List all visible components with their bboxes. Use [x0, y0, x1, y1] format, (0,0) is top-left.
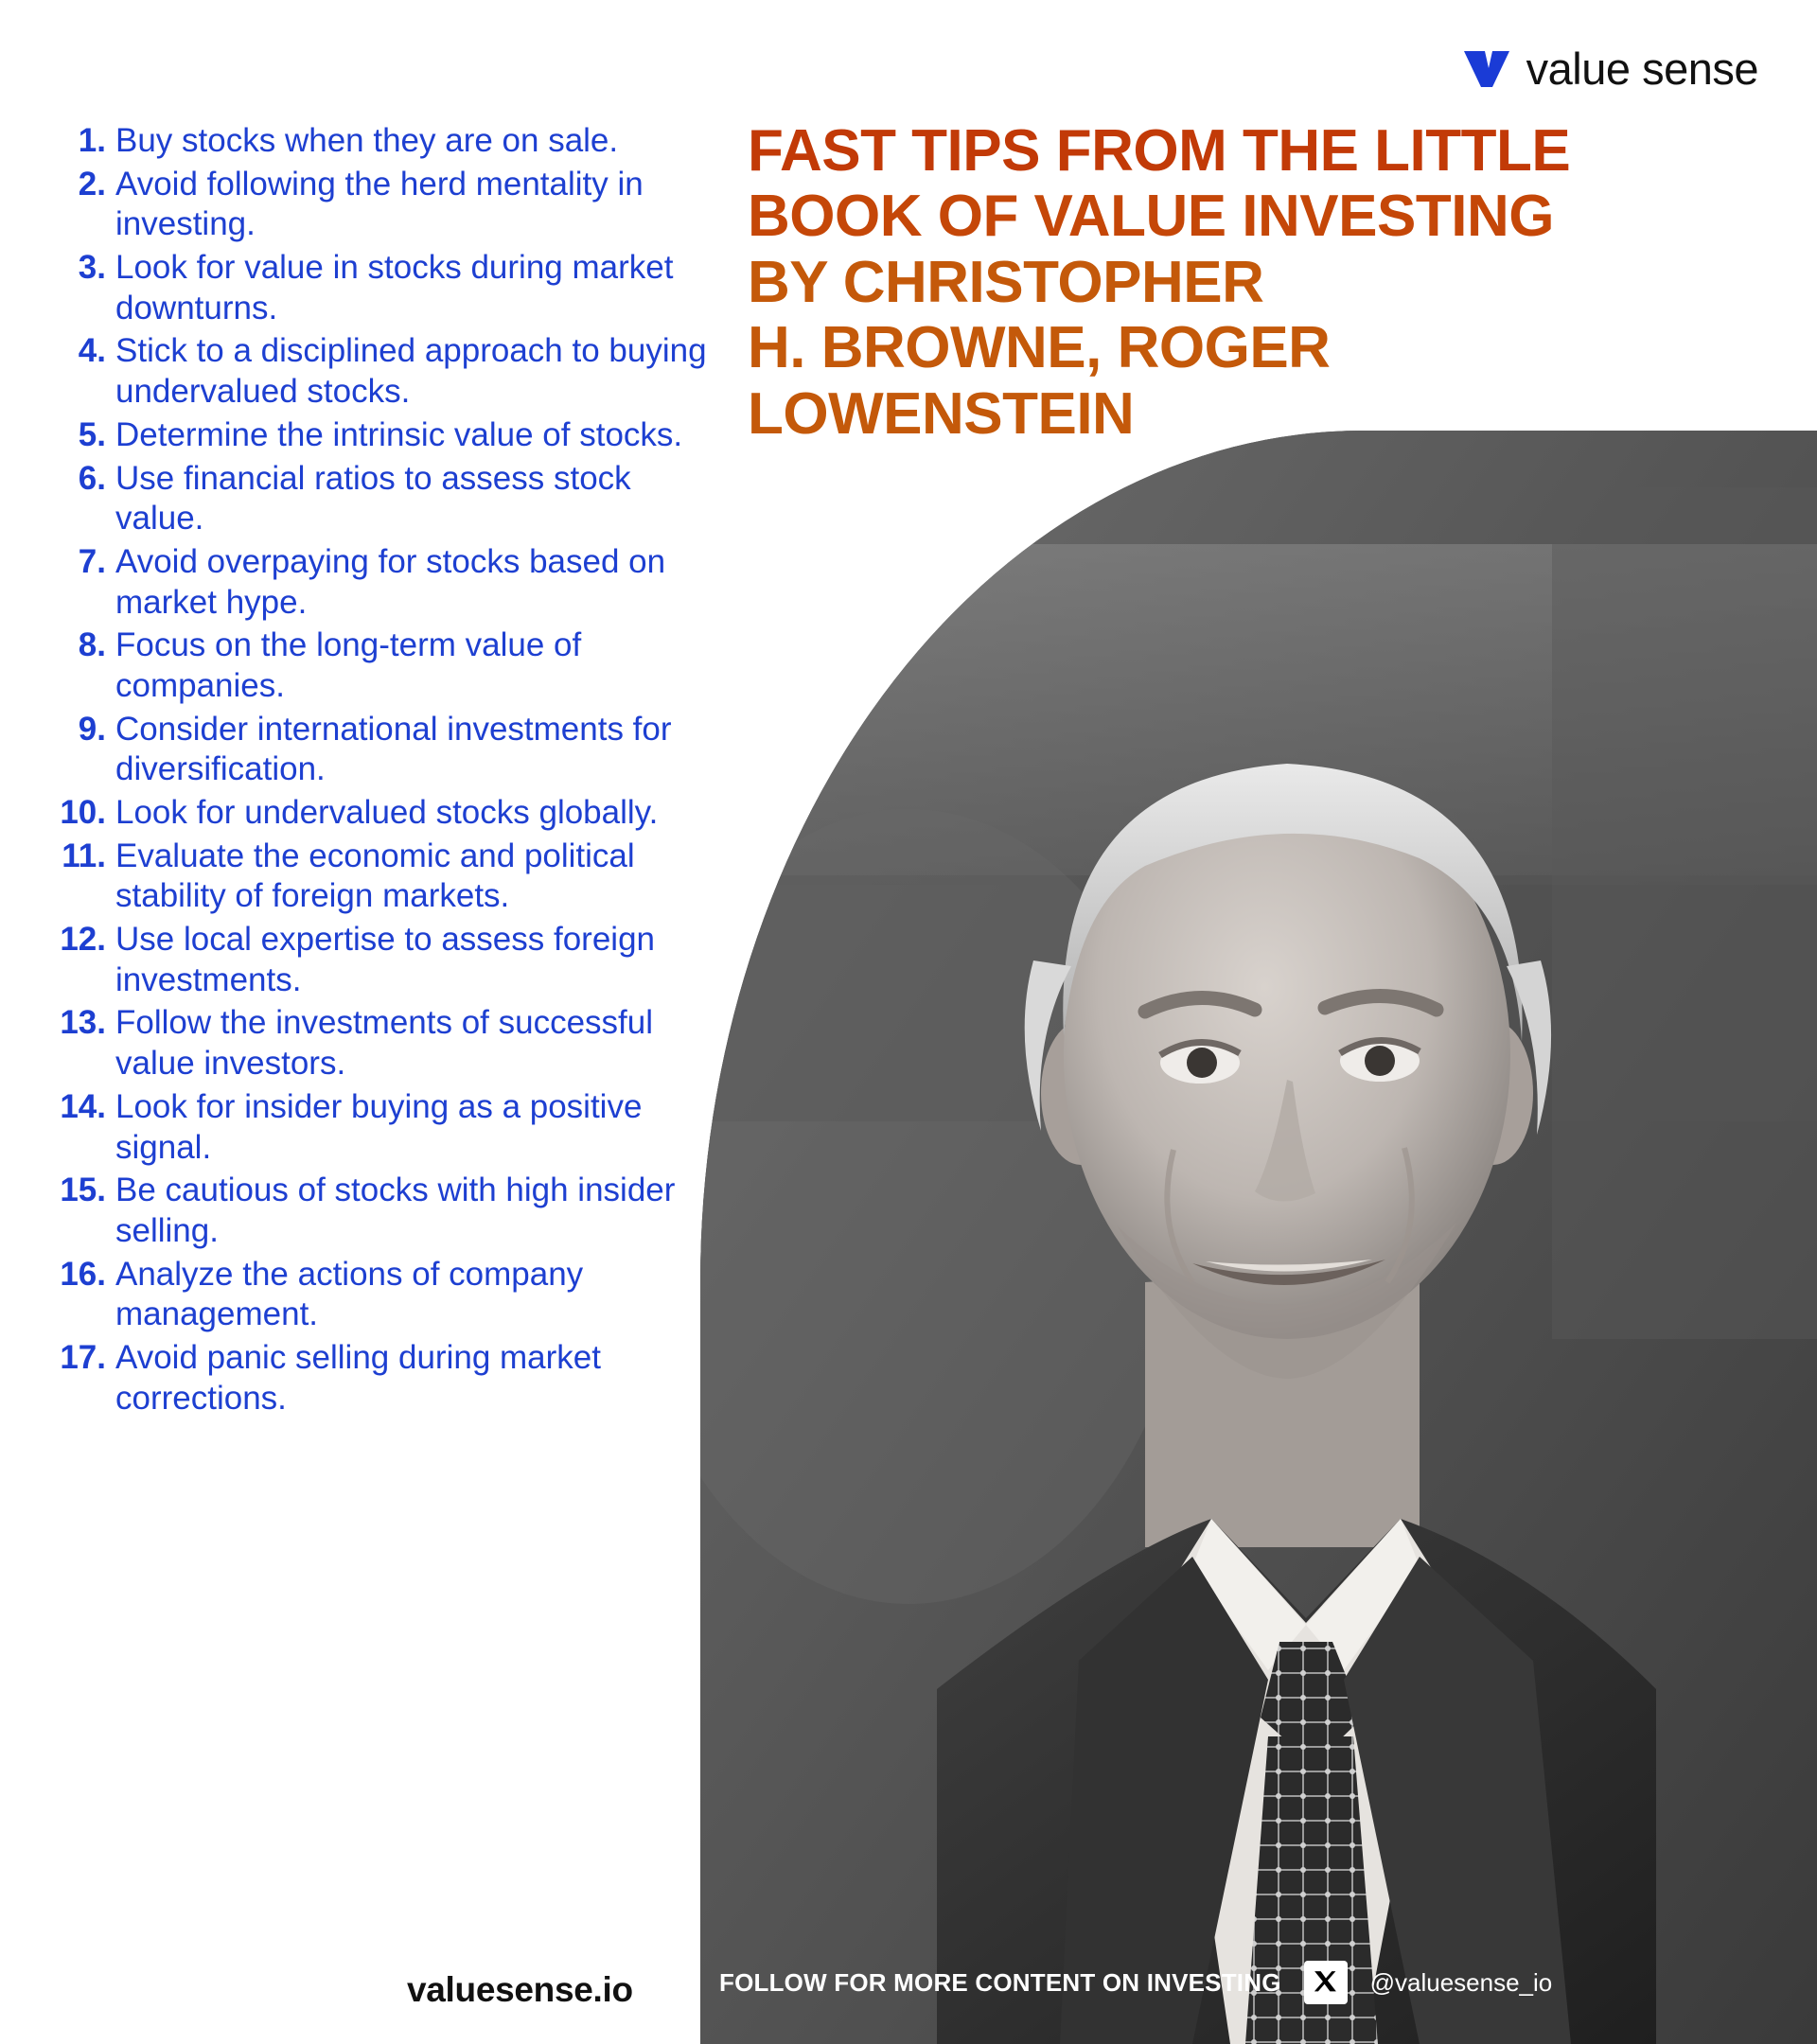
- title-line-4: H. BROWNE, ROGER: [748, 315, 1331, 381]
- site-url[interactable]: valuesense.io: [407, 1970, 633, 2009]
- tip-number: 12.: [60, 921, 106, 959]
- tip-text: Consider international investments for diversification.: [115, 710, 672, 788]
- title-line-2: BOOK OF VALUE INVESTING: [748, 184, 1554, 250]
- list-item: [42, 1171, 714, 1251]
- tip-number: 6.: [78, 459, 106, 497]
- tip-number: 8.: [78, 626, 106, 664]
- list-item: [42, 165, 714, 245]
- tip-text: Look for value in stocks during market downturns.: [115, 249, 674, 326]
- tip-number: 7.: [78, 542, 106, 580]
- tip-text: Stick to a disciplined approach to buying undervalued stocks.: [115, 332, 707, 411]
- tip-number: 1.: [78, 122, 106, 159]
- tip-text: Avoid overpaying for stocks based on market hype.: [115, 542, 666, 621]
- tip-text: Use local expertise to assess foreign investments.: [115, 921, 655, 998]
- list-item: [42, 459, 714, 539]
- x-twitter-icon[interactable]: [1304, 1961, 1348, 2004]
- tip-text: Focus on the long-term value of companies.: [115, 626, 582, 704]
- list-item: [42, 415, 714, 456]
- tip-text: Look for insider buying as a positive signal.: [115, 1087, 643, 1166]
- tip-number: 16.: [60, 1255, 106, 1293]
- list-item: [42, 542, 714, 623]
- tip-number: 14.: [60, 1087, 106, 1125]
- follow-text: FOLLOW FOR MORE CONTENT ON INVESTING: [719, 1967, 1281, 1997]
- tip-number: 13.: [60, 1004, 106, 1042]
- title-line-1: FAST TIPS FROM THE LITTLE: [748, 118, 1571, 184]
- tip-text: Be cautious of stocks with high insider selling.: [115, 1172, 676, 1249]
- tip-number: 17.: [60, 1338, 106, 1376]
- social-handle[interactable]: @valuesense_io: [1369, 1967, 1553, 1997]
- list-item: [42, 920, 714, 1000]
- title-line-3: BY CHRISTOPHER: [748, 249, 1264, 315]
- list-item: [42, 837, 714, 917]
- tip-text: Determine the intrinsic value of stocks.: [115, 415, 683, 453]
- tip-number: 4.: [78, 332, 106, 370]
- tip-number: 3.: [78, 249, 106, 287]
- title-line-5: LOWENSTEIN: [748, 380, 1135, 447]
- tip-text: Analyze the actions of company management.: [115, 1255, 584, 1333]
- tip-text: Avoid panic selling during market corrections.: [115, 1338, 601, 1417]
- list-item: [42, 1255, 714, 1335]
- tip-text: Evaluate the economic and political stability of foreign markets.: [115, 837, 635, 915]
- tip-number: 5.: [78, 415, 106, 453]
- tip-number: 9.: [78, 710, 106, 748]
- tip-text: Use financial ratios to assess stock value.: [115, 459, 631, 537]
- list-item: [42, 710, 714, 790]
- list-item: [42, 121, 714, 162]
- brand-name: value sense: [1526, 43, 1758, 94]
- list-item: [42, 248, 714, 328]
- tip-text: Avoid following the herd mentality in investing.: [115, 165, 644, 243]
- tip-number: 11.: [62, 837, 106, 874]
- tip-text: Follow the investments of successful value investors.: [115, 1004, 654, 1083]
- list-item: [42, 331, 714, 412]
- tips-list: [42, 121, 714, 1421]
- list-item: [42, 1087, 714, 1168]
- tip-text: Buy stocks when they are on sale.: [115, 122, 619, 159]
- portrait-panel: [700, 0, 1817, 2044]
- list-item: [42, 626, 714, 706]
- portrait-photo: [700, 431, 1817, 2044]
- tip-number: 2.: [78, 165, 106, 203]
- list-item: [42, 1003, 714, 1084]
- tip-number: 10.: [60, 794, 106, 831]
- tip-number: 15.: [60, 1172, 106, 1209]
- list-item: [42, 793, 714, 834]
- list-item: [42, 1338, 714, 1418]
- footer-follow-bar: [719, 1961, 1552, 2004]
- tip-text: Look for undervalued stocks globally.: [115, 794, 659, 831]
